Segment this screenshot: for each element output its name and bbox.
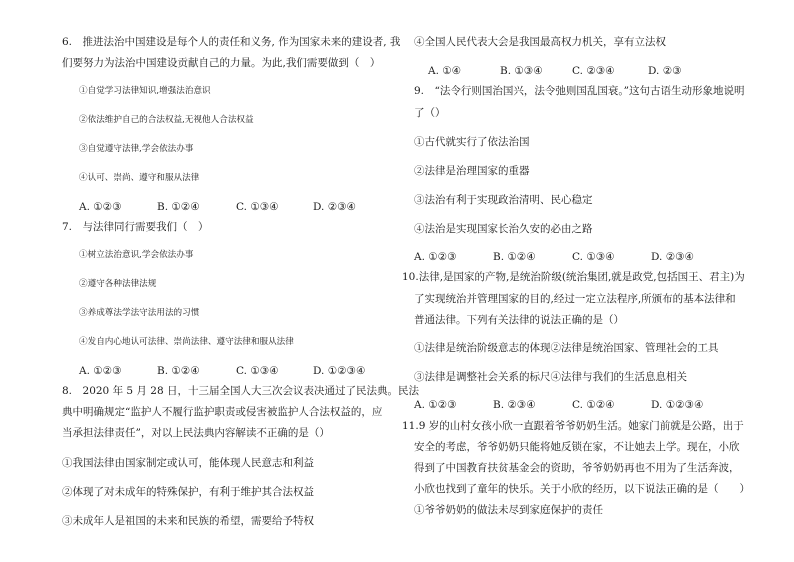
q7-option-b: B. ①②④ [157,365,200,377]
q9-item-4: ④法治是实现国家长治久安的必由之路 [414,223,593,235]
q7-option-d: D. ①②③④ [313,365,366,377]
q8-stem-line-3: 当承担法律责任”，对以上民法典内容解读不正确的是（） [62,427,330,439]
q6-item-4: ④认可、崇尚、遵守和服从法律 [79,173,200,183]
q9-item-1: ①古代就实行了依法治国 [414,136,530,148]
q6-item-2: ②依法维护自己的合法权益,无视他人合法权益 [79,115,254,125]
q10-option-d: D. ①②③④ [651,399,704,411]
q7-item-3: ③养成尊法学法守法用法的习惯 [79,308,200,318]
q7-option-c: C. ①③④ [236,365,279,377]
q9-option-a: A. ①②③ [414,251,457,263]
q6-option-a: A. ①②③ [79,201,122,213]
q6-item-1: ①自觉学习法律知识,增强法治意识 [79,86,211,96]
q7-item-1: ①树立法治意识,学会依法办事 [79,250,194,260]
q11-stem-line-4: 小欣也找到了童年的快乐。关于小欣的经历，以下说法正确的是（ ） [414,483,750,495]
q11-stem-line-3: 得到了中国教育扶贫基金会的资助，爷爷奶奶再也不用为了生活奔波， [414,462,740,474]
q10-option-a: A. ①②③ [414,399,457,411]
q6-option-c: C. ①③④ [236,201,279,213]
q8-option-c: C. ②③④ [572,65,615,77]
q9-stem-line-1: 9. “法令行则国治国兴，法令弛则国乱国衰。”这句古语生动形象地说明 [414,85,745,97]
q8-stem-line-1: 8. 2020 年 5 月 28 日，十三届全国人大三次会议表决通过了民法典。民法 [62,385,419,397]
q10-item-line-2: ③法律是调整社会关系的标尺④法律与我们的生活息息相关 [414,371,687,383]
q9-option-c: C. ①③④ [572,251,615,263]
q8-stem-line-2: 典中明确规定“监护人不履行监护职责或侵害被监护人合法权益的，应 [62,406,383,418]
q10-item-line-1: ①法律是统治阶级意志的体现②法律是统治国家、管理社会的工具 [414,342,719,354]
q10-stem-line-3: 普通法律。下列有关法律的说法正确的是（） [414,314,624,326]
q9-option-b: B. ①②④ [493,251,536,263]
q8-item-3: ③未成年人是祖国的未来和民族的希望，需要给予特权 [62,515,314,527]
q8-option-a: A. ①④ [428,65,462,77]
q7-stem: 7. 与法律同行需要我们（ ） [62,221,209,233]
q10-stem-line-2: 了实现统治并管理国家的目的,经过一定立法程序,所颁布的基本法律和 [414,293,736,305]
q8-option-d: D. ②③ [648,65,682,77]
q8-item-4: ④全国人民代表大会是我国最高权力机关，享有立法权 [414,36,666,48]
q7-item-2: ②遵守各种法律法规 [79,279,157,289]
q6-item-3: ③自觉遵守法律,学会依法办事 [79,144,194,154]
q6-option-d: D. ②③④ [313,201,356,213]
q7-option-a: A. ①②③ [79,365,122,377]
q9-stem-line-2: 了（） [414,107,446,119]
q10-option-c: C. ①②④ [572,399,615,411]
q8-option-b: B. ①③④ [500,65,543,77]
q8-item-1: ①我国法律由国家制定或认可，能体现人民意志和利益 [62,457,314,469]
q6-option-b: B. ①②④ [157,201,200,213]
q6-stem-line-1: 6. 推进法治中国建设是每个人的责任和义务, 作为国家未来的建设者, 我 [62,36,401,48]
q9-item-3: ③法治有利于实现政治清明、民心稳定 [414,194,593,206]
q10-option-b: B. ②③④ [493,399,536,411]
q11-stem-line-1: 11.9 岁的山村女孩小欣一直跟着爷爷奶奶生活。她家门前就是公路，出于 [402,420,744,432]
q10-stem-line-1: 10.法律,是国家的产物,是统治阶级(统治集团,就是政党,包括国王、君主)为 [402,271,745,283]
q11-stem-line-2: 安全的考虑，爷爷奶奶只能将她反锁在家，不让她去上学。现在，小欣 [414,441,740,453]
q9-item-2: ②法律是治理国家的重器 [414,165,530,177]
q6-stem-line-2: 们要努力为法治中国建设贡献自己的力量。为此,我们需要做到（ ） [62,57,381,69]
q11-item-1: ①爷爷奶奶的做法未尽到家庭保护的责任 [414,504,603,516]
q9-option-d: D. ②③④ [651,251,694,263]
q8-item-2: ②体现了对未成年的特殊保护，有利于维护其合法权益 [62,486,314,498]
q7-item-4: ④发自内心地认可法律、崇尚法律、遵守法律和服从法律 [79,337,294,347]
